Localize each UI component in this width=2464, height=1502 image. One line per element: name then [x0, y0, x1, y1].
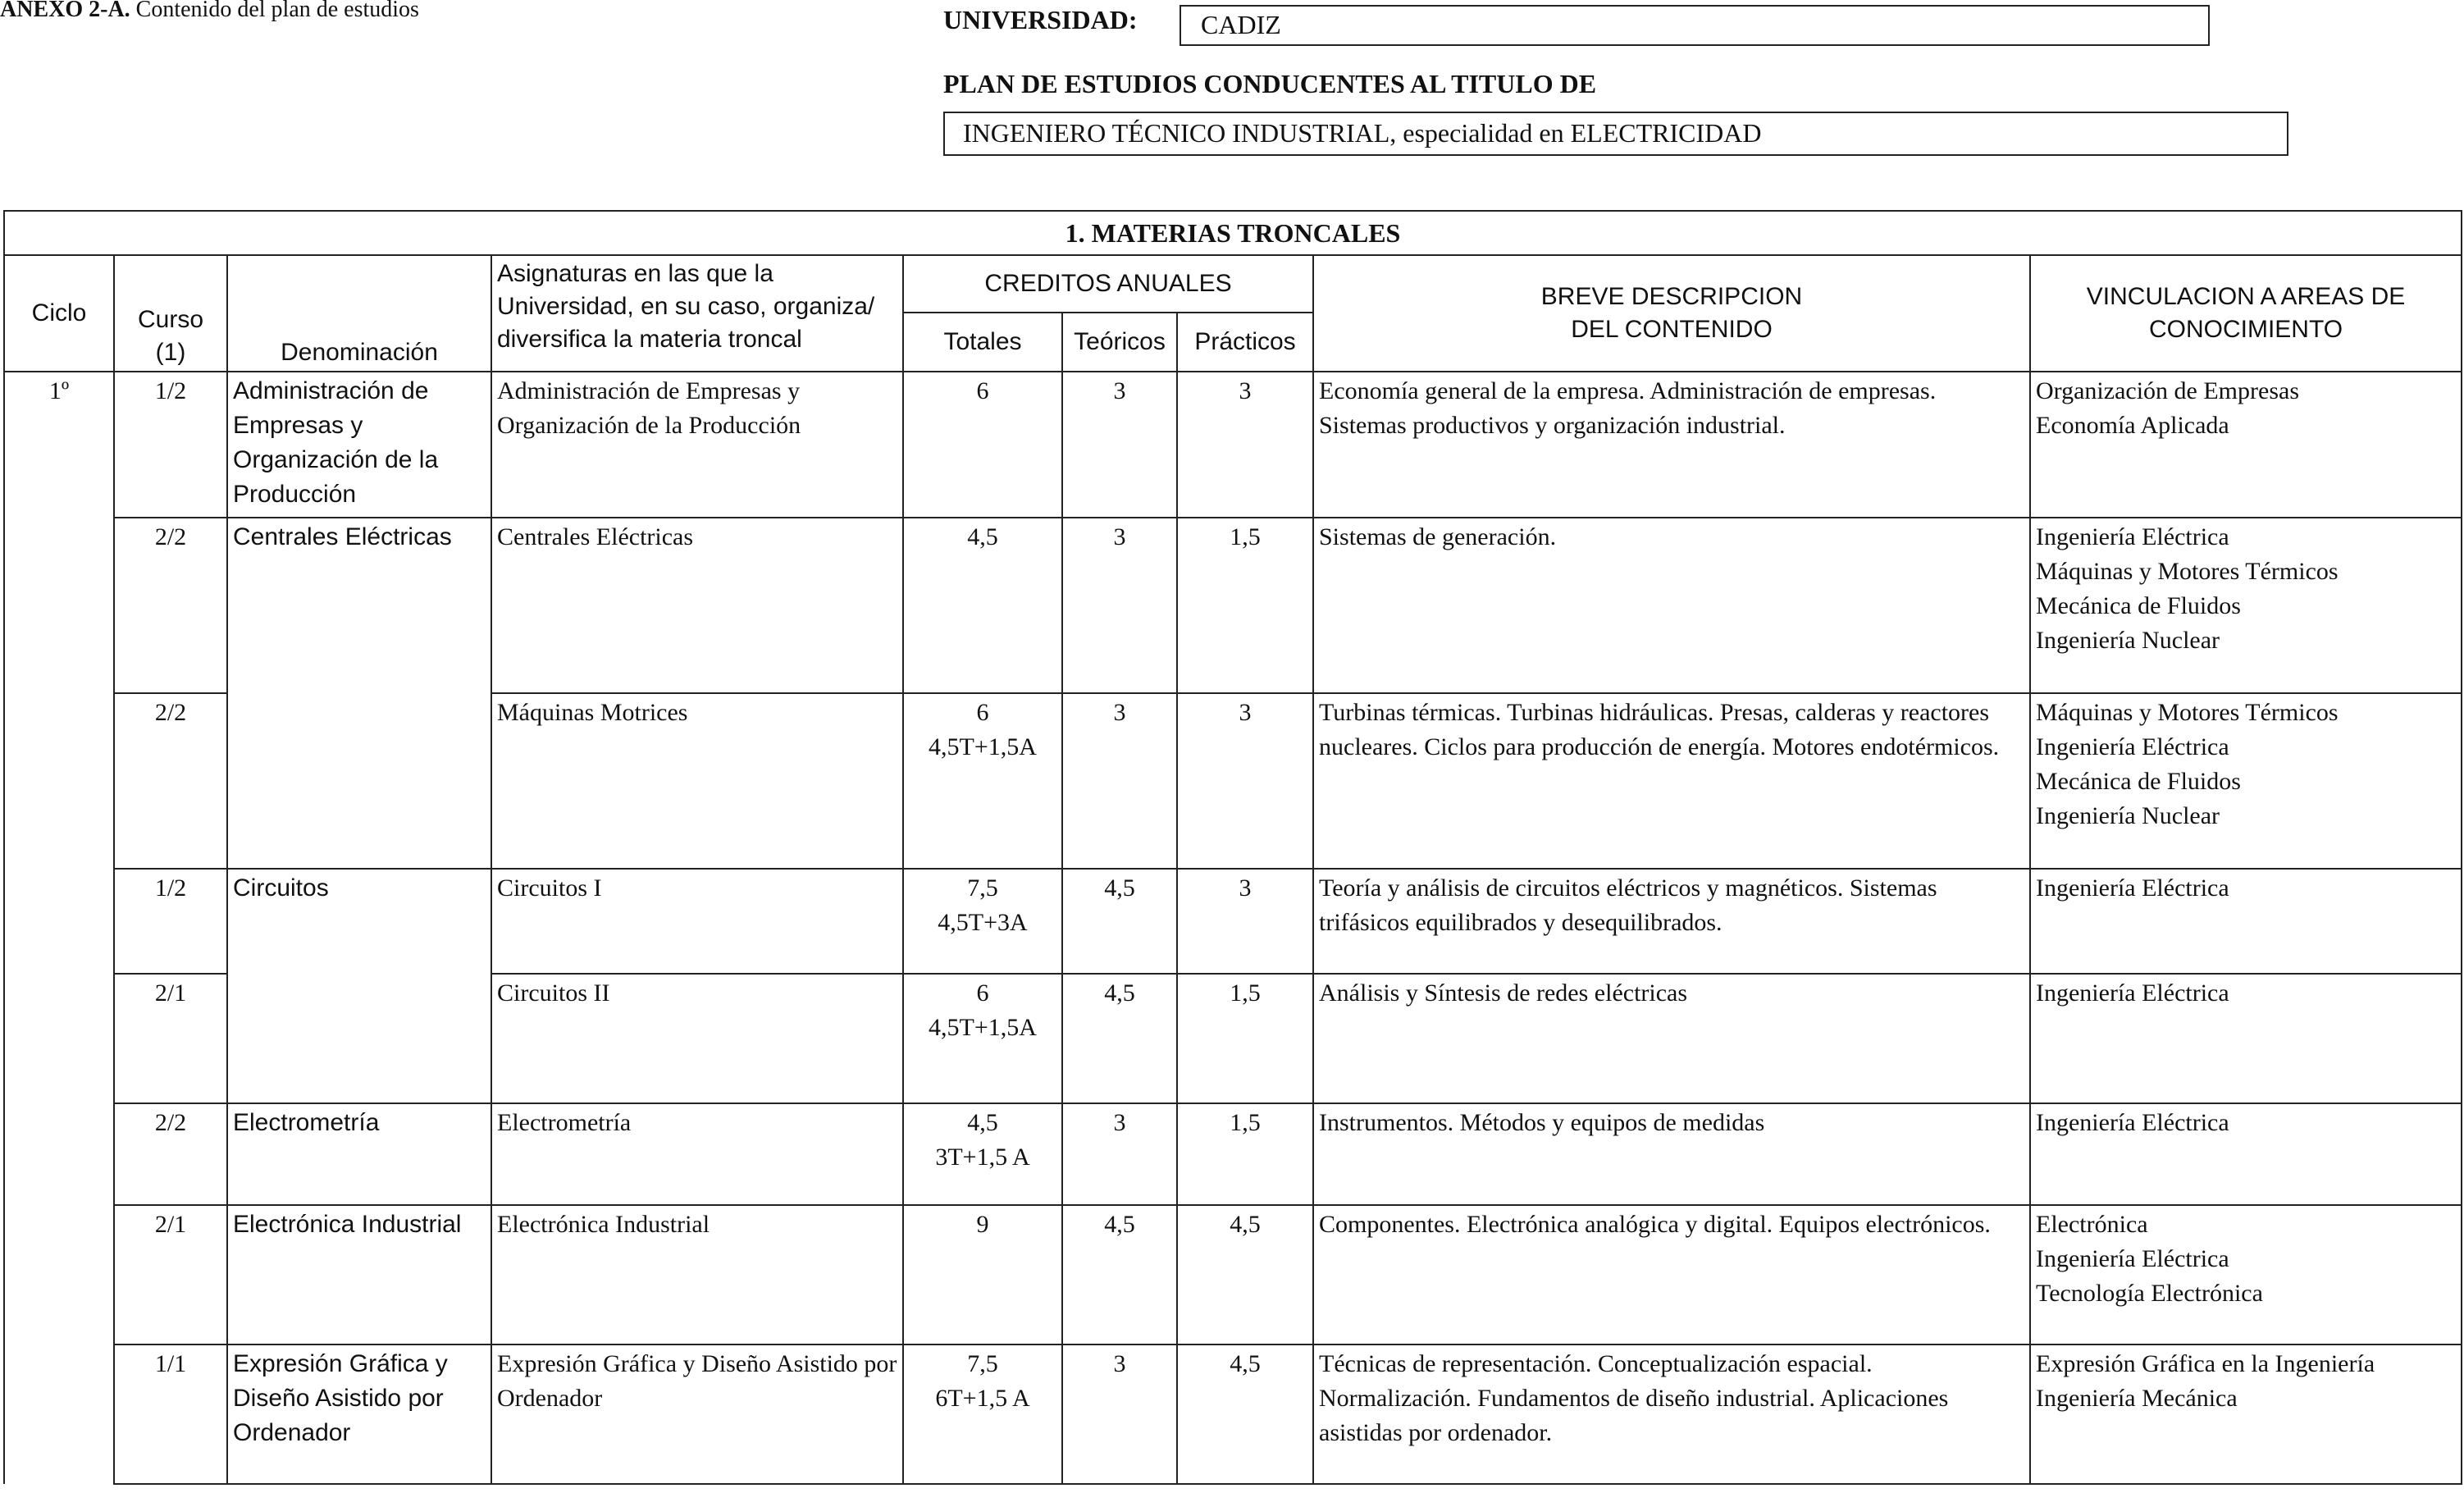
header-curso: Curso (1): [114, 255, 227, 372]
areas-cell: Máquinas y Motores Térmicos Ingeniería Eléctrica Mecánica de Fluidos Ingeniería Nuclear: [2030, 693, 2462, 869]
descripcion-cell: Componentes. Electrónica analógica y digital. Equipos electrónicos.: [1313, 1205, 2030, 1344]
areas-cell: Electrónica Ingeniería Eléctrica Tecnología Electrónica: [2030, 1205, 2462, 1344]
descripcion-cell: Sistemas de generación.: [1313, 518, 2030, 693]
denominacion-cell: Electrónica Industrial: [227, 1205, 491, 1344]
areas-cell: Ingeniería Eléctrica Máquinas y Motores Térmicos Mecánica de Fluidos Ingeniería Nuclear: [2030, 518, 2462, 693]
teoricos-cell: 3: [1062, 372, 1177, 518]
totales-cell: 4,5 3T+1,5 A: [903, 1103, 1062, 1205]
denominacion-cell: Electrometría: [227, 1103, 491, 1205]
curso-cell: 1/1: [114, 1344, 227, 1484]
descripcion-cell: Teoría y análisis de circuitos eléctricos y magnéticos. Sistemas trifásicos equilibrados y desequilibrados.: [1313, 869, 2030, 974]
university-label: UNIVERSIDAD:: [943, 5, 1138, 34]
table-row: [4, 1103, 2462, 1205]
asignatura-cell: Circuitos I: [491, 869, 903, 974]
totales-cell: 7,5 6T+1,5 A: [903, 1344, 1062, 1484]
header-creditos: CREDITOS ANUALES: [903, 255, 1313, 313]
totales-cell: 6 4,5T+1,5A: [903, 974, 1062, 1103]
denominacion-cell: Administración de Empresas y Organización de la Producción: [227, 372, 491, 518]
asignatura-cell: Expresión Gráfica y Diseño Asistido por Ordenador: [491, 1344, 903, 1484]
totales-cell: 7,5 4,5T+3A: [903, 869, 1062, 974]
descripcion-cell: Análisis y Síntesis de redes eléctricas: [1313, 974, 2030, 1103]
asignatura-cell: Administración de Empresas y Organización de la Producción: [491, 372, 903, 518]
curso-cell: 1/2: [114, 372, 227, 518]
curso-cell: 2/1: [114, 974, 227, 1103]
asignatura-cell: Máquinas Motrices: [491, 693, 903, 869]
table-row: [4, 869, 2462, 974]
practicos-cell: 3: [1177, 693, 1313, 869]
descripcion-cell: Técnicas de representación. Conceptualización espacial. Normalización. Fundamentos de diseño industrial. Aplicaciones asistidas por ordenador.: [1313, 1344, 2030, 1484]
header-asignaturas: Asignaturas en las que la Universidad, en su caso, organiza/ diversifica la materia troncal: [491, 255, 903, 372]
teoricos-cell: 4,5: [1062, 869, 1177, 974]
materias-troncales-table: [3, 210, 2462, 1485]
areas-cell: Ingeniería Eléctrica: [2030, 869, 2462, 974]
table-row: [4, 1205, 2462, 1344]
totales-cell: 4,5: [903, 518, 1062, 693]
totales-cell: 6: [903, 372, 1062, 518]
asignatura-cell: Electrónica Industrial: [491, 1205, 903, 1344]
header-denominacion: Denominación: [227, 255, 491, 372]
descripcion-cell: Economía general de la empresa. Administración de empresas. Sistemas productivos y organización industrial.: [1313, 372, 2030, 518]
plan-label: PLAN DE ESTUDIOS CONDUCENTES AL TITULO DE: [943, 69, 1597, 98]
curso-cell: 2/2: [114, 518, 227, 693]
denominacion-cell: Centrales Eléctricas: [227, 518, 491, 693]
annex-caption: ANEXO 2-A. Contenido del plan de estudios: [0, 0, 419, 22]
practicos-cell: 1,5: [1177, 974, 1313, 1103]
header-vinculacion: VINCULACION A AREAS DE CONOCIMIENTO: [2030, 255, 2462, 372]
ciclo-cell: 1º: [4, 372, 114, 518]
denominacion-cell: Circuitos: [227, 869, 491, 974]
header-ciclo: Ciclo: [4, 255, 114, 372]
teoricos-cell: 3: [1062, 518, 1177, 693]
table-row: [4, 693, 2462, 869]
table-row: [4, 372, 2462, 518]
teoricos-cell: 4,5: [1062, 974, 1177, 1103]
header-teoricos: Teóricos: [1062, 313, 1177, 372]
totales-cell: 6 4,5T+1,5A: [903, 693, 1062, 869]
header-totales: Totales: [903, 313, 1062, 372]
curso-cell: 1/2: [114, 869, 227, 974]
practicos-cell: 3: [1177, 372, 1313, 518]
curso-cell: 2/2: [114, 1103, 227, 1205]
denominacion-cell: Expresión Gráfica y Diseño Asistido por Ordenador: [227, 1344, 491, 1484]
areas-cell: Ingeniería Eléctrica: [2030, 1103, 2462, 1205]
curso-cell: 2/2: [114, 693, 227, 869]
curso-cell: 2/1: [114, 1205, 227, 1344]
university-field: CADIZ: [1180, 5, 2210, 46]
teoricos-cell: 3: [1062, 1344, 1177, 1484]
areas-cell: Expresión Gráfica en la Ingeniería Ingeniería Mecánica: [2030, 1344, 2462, 1484]
areas-cell: Ingeniería Eléctrica: [2030, 974, 2462, 1103]
header-practicos: Prácticos: [1177, 313, 1313, 372]
teoricos-cell: 4,5: [1062, 1205, 1177, 1344]
teoricos-cell: 3: [1062, 693, 1177, 869]
denominacion-cell: [227, 693, 491, 869]
teoricos-cell: 3: [1062, 1103, 1177, 1205]
section-title: 1. MATERIAS TRONCALES: [4, 211, 2462, 255]
asignatura-cell: Circuitos II: [491, 974, 903, 1103]
practicos-cell: 4,5: [1177, 1205, 1313, 1344]
descripcion-cell: Turbinas térmicas. Turbinas hidráulicas. Presas, calderas y reactores nucleares. Ciclos para producción de energía. Motores endotérmicos.: [1313, 693, 2030, 869]
table-row: [4, 1344, 2462, 1484]
practicos-cell: 1,5: [1177, 518, 1313, 693]
areas-cell: Organización de Empresas Economía Aplicada: [2030, 372, 2462, 518]
totales-cell: 9: [903, 1205, 1062, 1344]
asignatura-cell: Centrales Eléctricas: [491, 518, 903, 693]
asignatura-cell: Electrometría: [491, 1103, 903, 1205]
practicos-cell: 4,5: [1177, 1344, 1313, 1484]
descripcion-cell: Instrumentos. Métodos y equipos de medidas: [1313, 1103, 2030, 1205]
degree-field: INGENIERO TÉCNICO INDUSTRIAL, especialidad en ELECTRICIDAD: [943, 112, 2288, 156]
practicos-cell: 3: [1177, 869, 1313, 974]
table-row: [4, 974, 2462, 1103]
header-descripcion: BREVE DESCRIPCION DEL CONTENIDO: [1313, 255, 2030, 372]
table-row: [4, 518, 2462, 693]
practicos-cell: 1,5: [1177, 1103, 1313, 1205]
denominacion-cell: [227, 974, 491, 1103]
